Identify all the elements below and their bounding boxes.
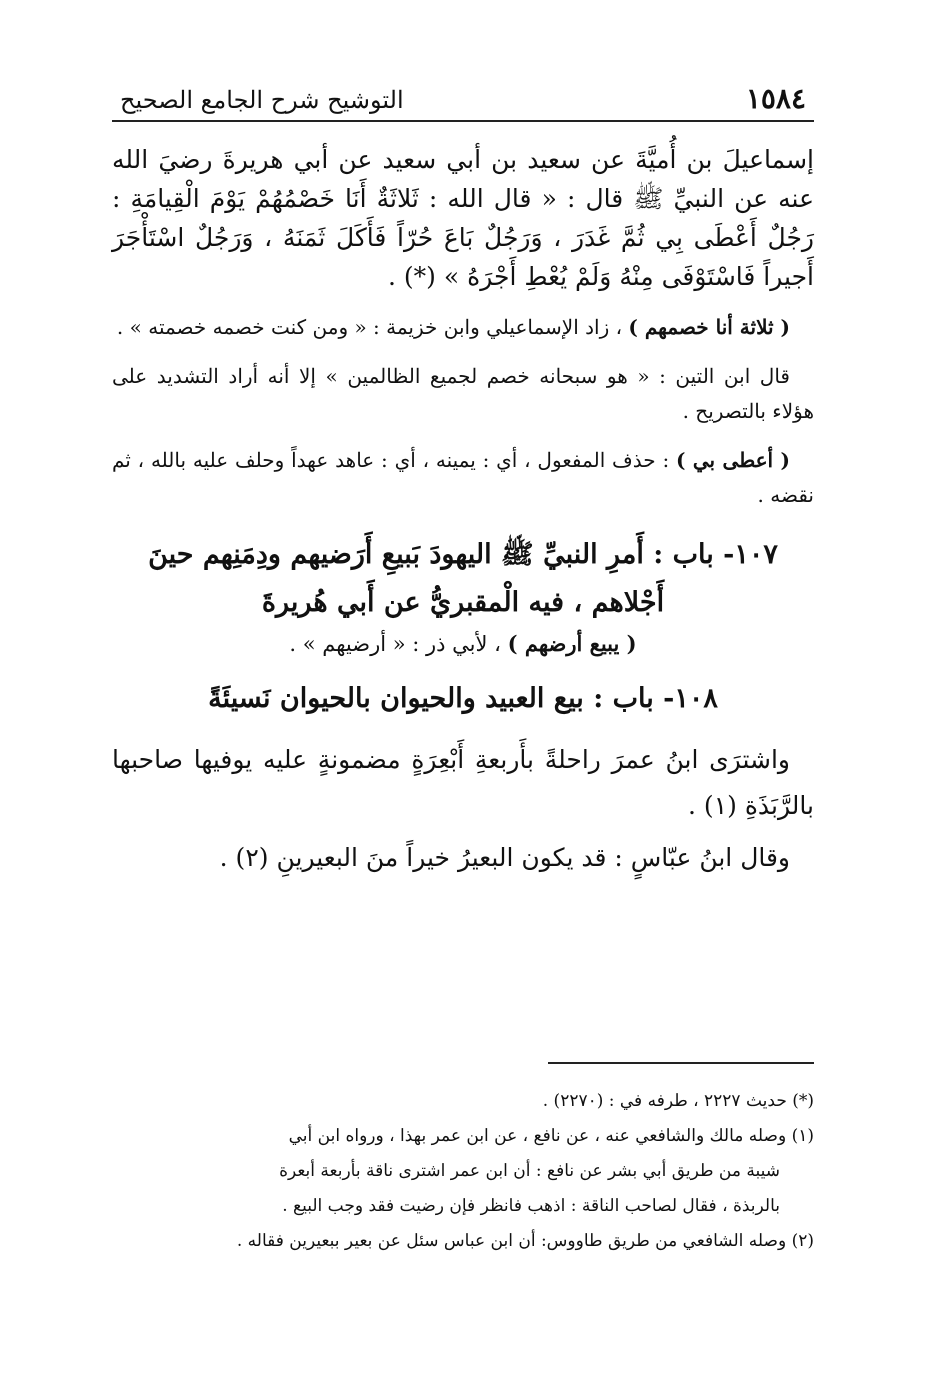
commentary-text: ، زاد الإسماعيلي وابن خزيمة : « ومن كنت خصمه خصمته » . — [116, 315, 623, 339]
commentary-lemma: ( ثلاثة أنا خصمهم ) — [628, 315, 790, 339]
footnote-text: حديث ٢٢٢٧ ، طرفه في : (٢٢٧٠) . — [542, 1091, 787, 1111]
chapter-note-text: ، لأبي ذر : « أرضيهم » . — [289, 632, 501, 656]
footnote-mark: (١) — [791, 1126, 814, 1146]
commentary-lemma: ( أعطى بي ) — [676, 448, 790, 472]
commentary-paragraph — [112, 443, 814, 513]
commentary-paragraph — [112, 310, 814, 345]
footnote-1 — [112, 1121, 814, 1152]
footnote-rule — [548, 1062, 814, 1064]
footnotes — [112, 1086, 814, 1261]
page-number: ١٥٨٤ — [745, 82, 806, 115]
chapter-heading-108: ١٠٨- باب : بيع العبيد والحيوان بالحيوان نَسيئَةً — [208, 683, 718, 714]
footnote-mark: (*) — [792, 1091, 814, 1111]
footnote-text: وصله مالك والشافعي عنه ، عن نافع ، عن ابن عمر بهذا ، ورواه ابن أبي — [288, 1126, 787, 1146]
commentary-paragraph: قال ابن التين : « هو سبحانه خصم لجميع الظالمين » إلا أنه أراد التشديد على هؤلاء بالتصريح . — [112, 364, 814, 423]
commentary-text: : حذف المفعول ، أي : يمينه ، أي : عاهد عهداً وحلف عليه بالله ، ثم نقضه . — [112, 448, 814, 507]
footnote-1-cont: بالربذة ، فقال لصاحب الناقة : اذهب فانظر فإن رضيت فقد وجب البيع . — [282, 1196, 780, 1216]
page-body — [112, 140, 814, 881]
chapter-text: واشترَى ابنُ عمرَ راحلةً بأَربعةِ أَبْعِرَةٍ مضمونةٍ عليه يوفيها صاحبها بالرَّبَذَةِ (١) . — [112, 745, 814, 820]
running-title: التوشيح شرح الجامع الصحيح — [120, 86, 404, 114]
chapter-note-lemma: ( يبيع أرضهم ) — [507, 631, 637, 656]
page-header — [112, 78, 814, 122]
header-rule — [112, 120, 814, 122]
hadith-text: إسماعيلَ بن أُميَّةَ عن سعيد بن أبي سعيد عن أبي هريرةَ رضيَ الله عنه عن النبيِّ ﷺ قال : « قال الله : ثَلاثَةٌ أَنَا خَصْمُهُمْ يَوْمَ الْقِيامَةِ : رَجُلٌ أَعْطَى بِي ثُمَّ غَدَرَ ، وَرَجُلٌ بَاعَ حُرّاً فَأَكَلَ ثَمَنَهُ ، وَرَجُلٌ اسْتَأْجَرَ أَجيراً فَاسْتَوْفَى مِنْهُ وَلَمْ يُعْطِ أَجْرَهُ » (*) . — [112, 145, 814, 291]
chapter-text: وقال ابنُ عبّاسٍ : قد يكون البعيرُ خيراً منَ البعيرينِ (٢) . — [219, 843, 790, 872]
chapter-heading-107-cont: أَجْلاهم ، فيه الْمقبريُّ عن أَبي هُريرةَ — [261, 587, 665, 618]
footnote-mark: (٢) — [791, 1231, 814, 1251]
book-page — [112, 0, 814, 1376]
footnote-star — [112, 1086, 814, 1117]
footnote-text: وصله الشافعي من طريق طاووس: أن ابن عباس سئل عن بعير ببعيرين فقاله . — [236, 1231, 787, 1251]
footnote-1-cont: شيبة من طريق أبي بشر عن نافع : أن ابن عمر اشترى ناقة بأربعة أبعرة — [279, 1161, 780, 1181]
footnote-2 — [112, 1226, 814, 1257]
chapter-heading-107: ١٠٧- باب : أَمرِ النبيِّ ﷺ اليهودَ بَبيعِ أَرَضيهم ودِمَنِهم حينَ — [148, 539, 778, 570]
chapter-note — [112, 627, 814, 661]
